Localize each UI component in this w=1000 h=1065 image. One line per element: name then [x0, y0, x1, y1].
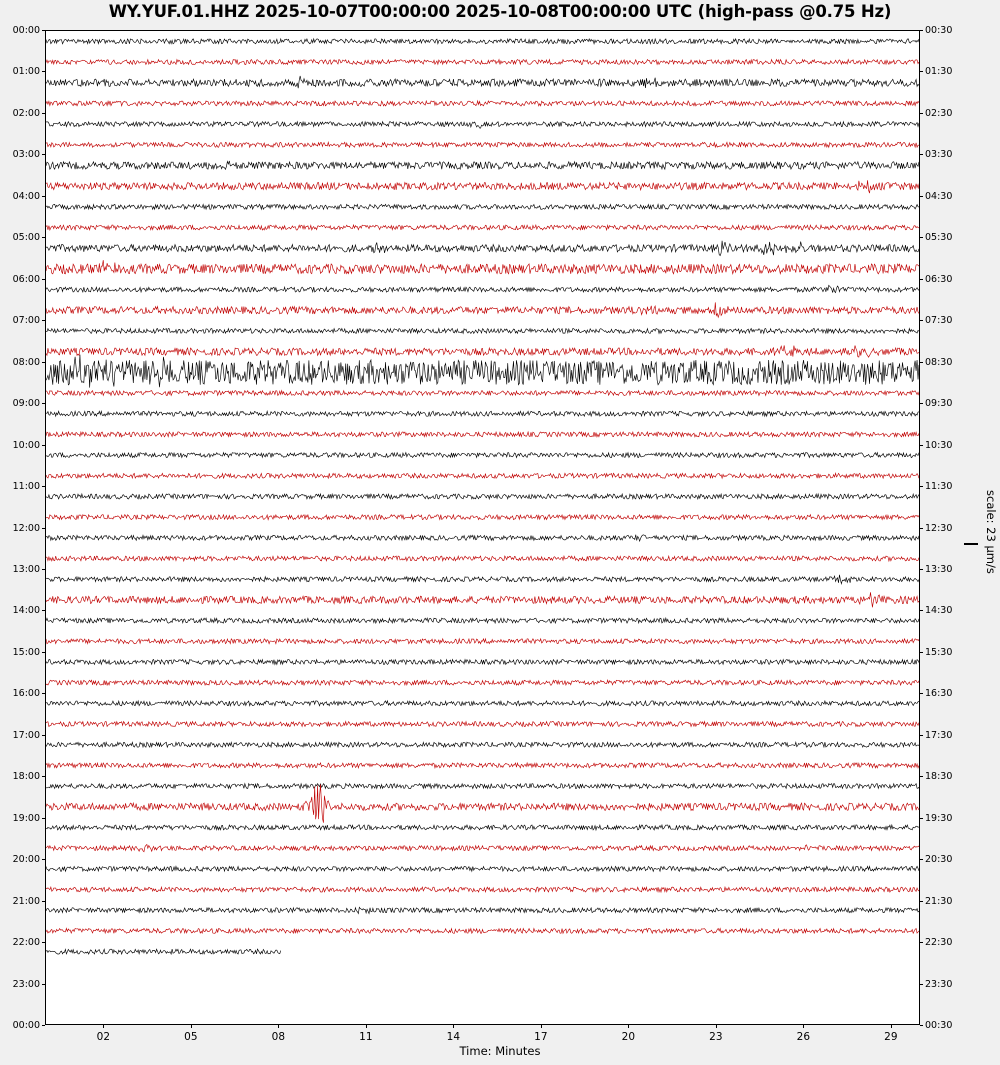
trace-row-12: [46, 285, 919, 292]
trace-row-13: [46, 302, 919, 317]
left-axis-tick-label: 15:00: [12, 646, 40, 658]
x-axis-tick-label: 05: [184, 1031, 198, 1043]
right-axis-tickmark: [920, 196, 923, 197]
left-axis-tickmark: [42, 942, 45, 943]
left-axis-tickmark: [42, 30, 45, 31]
left-axis-tick-label: 06:00: [12, 273, 40, 285]
right-axis-tick-label: 03:30: [925, 149, 953, 161]
right-axis-tick-label: 12:30: [925, 522, 953, 534]
trace-row-07: [46, 180, 919, 193]
trace-row-10: [46, 241, 919, 256]
x-axis-tick-label: 11: [359, 1031, 373, 1043]
trace-row-26: [46, 575, 919, 584]
right-axis-tickmark: [920, 569, 923, 570]
left-axis-tickmark: [42, 362, 45, 363]
x-axis-tick-label: 29: [884, 1031, 898, 1043]
trace-row-02: [46, 76, 919, 88]
x-axis-tick-label: 20: [621, 1031, 636, 1043]
left-axis-tickmark: [42, 196, 45, 197]
x-axis-tick-label: 14: [446, 1031, 461, 1043]
x-axis-tick-label: 02: [96, 1031, 111, 1043]
trace-row-44: [46, 949, 281, 954]
trace-row-43: [46, 928, 919, 933]
trace-row-30: [46, 659, 919, 664]
left-axis-tickmark: [42, 1025, 45, 1026]
right-axis-tick-label: 02:30: [925, 107, 953, 119]
x-axis-tickmark: [103, 1025, 104, 1028]
right-axis-tickmark: [920, 486, 923, 487]
left-axis-tick-label: 21:00: [12, 895, 40, 907]
plot-area: [45, 30, 920, 1025]
left-axis-tick-label: 12:00: [12, 522, 40, 534]
trace-row-31: [46, 680, 919, 685]
left-axis-tick-label: 00:00: [12, 1020, 40, 1031]
trace-row-20: [46, 453, 919, 458]
right-axis-tickmark: [920, 320, 923, 321]
trace-row-27: [46, 592, 919, 607]
left-axis-tickmark: [42, 693, 45, 694]
scale-bar: [964, 543, 978, 545]
left-axis-tick-label: 08:00: [12, 356, 40, 368]
right-axis-tickmark: [920, 237, 923, 238]
left-axis-tickmark: [42, 445, 45, 446]
left-axis-tick-label: 11:00: [12, 481, 40, 493]
left-axis-tick-label: 05:00: [12, 232, 40, 244]
right-axis-tick-label: 14:30: [925, 605, 953, 617]
right-axis-tick-label: 13:30: [925, 563, 953, 575]
left-axis-tick-label: 14:00: [12, 605, 40, 617]
trace-row-04: [46, 122, 919, 129]
left-axis-tickmark: [42, 320, 45, 321]
left-axis-tickmark: [42, 279, 45, 280]
right-axis-tick-label: 01:30: [925, 66, 953, 78]
x-axis-tickmark: [891, 1025, 892, 1028]
left-axis-tickmark: [42, 735, 45, 736]
left-axis-tick-label: 02:00: [12, 107, 40, 119]
trace-row-32: [46, 701, 919, 706]
left-axis-tickmark: [42, 237, 45, 238]
left-axis-tick-label: 03:00: [12, 149, 40, 161]
left-axis-tickmark: [42, 154, 45, 155]
right-axis-tick-label: 18:30: [925, 771, 953, 783]
right-axis-tick-label: 16:30: [925, 688, 953, 700]
right-axis-tick-label: 00:30: [925, 1020, 953, 1031]
trace-row-28: [46, 618, 919, 623]
left-axis-tick-label: 22:00: [12, 937, 40, 949]
right-axis-tickmark: [920, 776, 923, 777]
trace-row-22: [46, 494, 919, 499]
left-axis-tickmark: [42, 652, 45, 653]
right-axis-tick-label: 17:30: [925, 729, 953, 741]
left-axis-tick-label: 13:00: [12, 563, 40, 575]
trace-row-00: [46, 39, 919, 44]
x-axis-tickmark: [628, 1025, 629, 1028]
right-axis-tick-label: 05:30: [925, 232, 953, 244]
right-axis-tickmark: [920, 652, 923, 653]
seismogram-traces: [46, 31, 919, 1024]
left-axis-tickmark: [42, 528, 45, 529]
x-axis-tickmark: [366, 1025, 367, 1028]
x-axis-tickmark: [541, 1025, 542, 1028]
x-axis-tick-label: 08: [271, 1031, 286, 1043]
right-axis-tickmark: [920, 528, 923, 529]
left-axis-tick-label: 23:00: [12, 978, 40, 990]
trace-row-39: [46, 845, 919, 852]
x-axis-tick-label: 23: [709, 1031, 723, 1043]
right-axis-tickmark: [920, 30, 923, 31]
left-axis-tick-label: 20:00: [12, 854, 40, 866]
trace-row-06: [46, 161, 919, 169]
trace-row-01: [46, 60, 919, 65]
trace-row-15: [46, 345, 919, 357]
right-axis-tickmark: [920, 445, 923, 446]
left-axis-tickmark: [42, 901, 45, 902]
trace-row-11: [46, 260, 919, 274]
right-axis-tick-label: 23:30: [925, 978, 953, 990]
trace-row-25: [46, 556, 919, 561]
trace-row-42: [46, 907, 919, 913]
right-axis-tickmark: [920, 693, 923, 694]
trace-row-17: [46, 391, 919, 396]
left-axis-tickmark: [42, 403, 45, 404]
left-axis-tick-label: 00:00: [12, 25, 40, 36]
trace-row-40: [46, 866, 919, 871]
trace-row-33: [46, 722, 919, 727]
page-title: WY.YUF.01.HHZ 2025-10-07T00:00:00 2025-10-08T00:00:00 UTC (high-pass @0.75 Hz): [108, 2, 892, 21]
trace-row-16: [46, 355, 919, 388]
x-axis-tickmark: [716, 1025, 717, 1028]
right-axis-tickmark: [920, 154, 923, 155]
right-axis-tick-label: 09:30: [925, 398, 953, 410]
left-axis-tickmark: [42, 776, 45, 777]
trace-row-35: [46, 763, 919, 768]
left-axis-tick-label: 09:00: [12, 398, 40, 410]
right-axis-tickmark: [920, 610, 923, 611]
right-axis-tickmark: [920, 71, 923, 72]
right-axis-tick-label: 00:30: [925, 25, 953, 36]
right-axis-tickmark: [920, 859, 923, 860]
left-axis-tickmark: [42, 569, 45, 570]
right-axis-tickmark: [920, 818, 923, 819]
trace-row-37: [46, 784, 919, 822]
right-axis-tickmark: [920, 942, 923, 943]
right-axis-tickmark: [920, 279, 923, 280]
scale-annotation: scale: 23 µm/s: [984, 490, 998, 574]
right-axis-tick-label: 07:30: [925, 315, 953, 327]
right-axis-tick-label: 21:30: [925, 895, 953, 907]
left-axis-tickmark: [42, 818, 45, 819]
trace-row-36: [46, 784, 919, 789]
right-axis-tickmark: [920, 984, 923, 985]
right-axis-tick-label: 22:30: [925, 937, 953, 949]
right-axis-tick-label: 04:30: [925, 190, 953, 202]
left-axis-tickmark: [42, 113, 45, 114]
left-axis-tick-label: 10:00: [12, 439, 40, 451]
left-axis-tick-label: 01:00: [12, 66, 40, 78]
right-axis-tick-label: 20:30: [925, 854, 953, 866]
right-axis-tickmark: [920, 113, 923, 114]
trace-row-05: [46, 142, 919, 147]
right-axis-tick-label: 06:30: [925, 273, 953, 285]
right-axis-tick-label: 11:30: [925, 481, 953, 493]
trace-row-29: [46, 639, 919, 644]
right-axis-tickmark: [920, 901, 923, 902]
x-axis-title: Time: Minutes: [459, 1044, 541, 1058]
trace-row-09: [46, 225, 919, 230]
right-axis-tickmark: [920, 1025, 923, 1026]
right-axis-tick-label: 19:30: [925, 812, 953, 824]
x-axis-tickmark: [278, 1025, 279, 1028]
right-axis-tick-label: 15:30: [925, 646, 953, 658]
left-axis-tickmark: [42, 486, 45, 487]
right-axis-tickmark: [920, 362, 923, 363]
left-axis-tickmark: [42, 984, 45, 985]
x-axis-tickmark: [803, 1025, 804, 1028]
trace-row-08: [46, 204, 919, 209]
left-axis-tick-label: 07:00: [12, 315, 40, 327]
left-axis-tick-label: 16:00: [12, 688, 40, 700]
trace-row-23: [46, 515, 919, 520]
x-axis-tick-label: 17: [534, 1031, 548, 1043]
left-axis-tick-label: 04:00: [12, 190, 40, 202]
x-axis-tickmark: [191, 1025, 192, 1028]
right-axis-tickmark: [920, 403, 923, 404]
trace-row-38: [46, 825, 919, 830]
trace-row-03: [46, 101, 919, 106]
left-axis-tick-label: 17:00: [12, 729, 40, 741]
left-axis-tick-label: 18:00: [12, 771, 40, 783]
right-axis-tickmark: [920, 735, 923, 736]
left-axis-tickmark: [42, 71, 45, 72]
right-axis-tick-label: 08:30: [925, 356, 953, 368]
trace-row-41: [46, 887, 919, 892]
trace-row-24: [46, 535, 919, 541]
left-axis-tickmark: [42, 610, 45, 611]
trace-row-21: [46, 473, 919, 478]
trace-row-34: [46, 742, 919, 747]
right-axis-tick-label: 10:30: [925, 439, 953, 451]
left-axis-tickmark: [42, 859, 45, 860]
x-axis-tick-label: 26: [796, 1031, 811, 1043]
left-axis-tick-label: 19:00: [12, 812, 40, 824]
trace-row-19: [46, 432, 919, 437]
trace-row-14: [46, 328, 919, 333]
trace-row-18: [46, 411, 919, 416]
x-axis-tickmark: [453, 1025, 454, 1028]
